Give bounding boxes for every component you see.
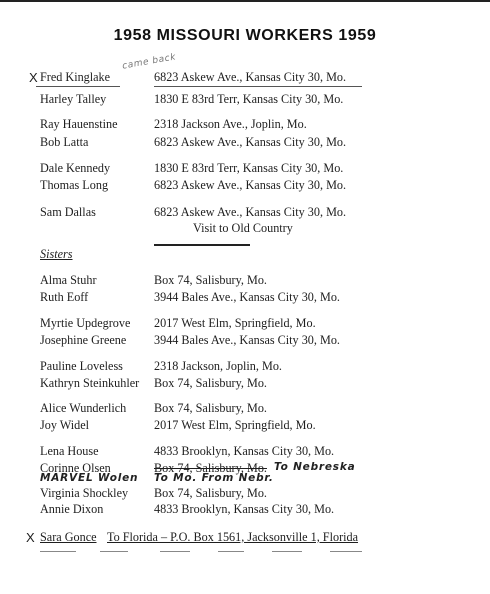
worker-name: Sara Gonce <box>40 530 97 544</box>
worker-name: Myrtie Updegrove <box>40 316 131 330</box>
worker-address: 2318 Jackson, Joplin, Mo. <box>154 359 282 373</box>
worker-name: Joy Widel <box>40 418 90 432</box>
worker-name: Corinne Olsen <box>40 461 111 475</box>
address-underline <box>154 86 362 87</box>
list-item <box>0 333 490 349</box>
worker-address: 6823 Askew Ave., Kansas City 30, Mo. <box>154 178 347 192</box>
worker-address: 2318 Jackson Ave., Joplin, Mo. <box>154 117 307 131</box>
list-item <box>0 486 490 502</box>
list-item <box>0 444 490 460</box>
check-mark: X <box>29 70 38 85</box>
section-heading: Sisters <box>40 247 73 261</box>
list-item <box>0 135 490 151</box>
worker-address: 6823 Askew Ave., Kansas City 30, Mo. <box>154 70 347 84</box>
worker-address: 3944 Bales Ave., Kansas City 30, Mo. <box>154 333 340 347</box>
list-item <box>0 530 490 546</box>
list-item <box>0 290 490 306</box>
list-item <box>0 92 490 108</box>
divider <box>160 551 190 552</box>
divider <box>330 551 362 552</box>
divider <box>100 551 128 552</box>
worker-address: Box 74, Salisbury, Mo. <box>154 401 267 415</box>
divider <box>40 551 76 552</box>
list-item <box>0 205 490 221</box>
worker-name: Alice Wunderlich <box>40 401 127 415</box>
list-item <box>0 359 490 375</box>
section-divider <box>154 244 250 246</box>
worker-address: 1830 E 83rd Terr, Kansas City 30, Mo. <box>154 92 344 106</box>
worker-address: To Florida – P.O. Box 1561, Jacksonville 1, Florida <box>107 530 359 544</box>
worker-name: Dale Kennedy <box>40 161 111 175</box>
check-mark: X <box>26 530 35 545</box>
worker-name: Fred Kinglake <box>40 70 111 84</box>
worker-name: Harley Talley <box>40 92 107 106</box>
worker-address: 2017 West Elm, Springfield, Mo. <box>154 418 316 432</box>
travel-note: Visit to Old Country <box>193 221 293 235</box>
worker-name: Alma Stuhr <box>40 273 97 287</box>
worker-address: 1830 E 83rd Terr, Kansas City 30, Mo. <box>154 161 344 175</box>
name-underline <box>36 86 120 87</box>
page-title: 1958 MISSOURI WORKERS 1959 <box>113 27 377 44</box>
list-item <box>0 178 490 194</box>
top-border <box>0 0 490 2</box>
worker-name: Thomas Long <box>40 178 109 192</box>
worker-name: Ray Hauenstine <box>40 117 118 131</box>
handwritten-note: To Nebreska <box>274 461 356 473</box>
worker-address: 4833 Brooklyn, Kansas City 30, Mo. <box>154 444 335 458</box>
handwritten-note: To Mo. From Nebr. <box>154 472 274 484</box>
list-item <box>0 418 490 434</box>
divider <box>218 551 244 552</box>
list-item <box>0 401 490 417</box>
divider <box>272 551 302 552</box>
worker-address: 2017 West Elm, Springfield, Mo. <box>154 316 316 330</box>
handwritten-note: came back <box>121 52 177 72</box>
handwritten-name: MARVEL Wolen <box>40 472 139 484</box>
worker-name: Ruth Eoff <box>40 290 89 304</box>
worker-address: Box 74, Salisbury, Mo. <box>154 461 267 475</box>
worker-name: Bob Latta <box>40 135 89 149</box>
worker-name: Virginia Shockley <box>40 486 129 500</box>
list-item <box>0 70 490 86</box>
worker-name: Pauline Loveless <box>40 359 123 373</box>
list-item <box>0 502 490 518</box>
worker-address: 3944 Bales Ave., Kansas City 30, Mo. <box>154 290 340 304</box>
worker-name: Lena House <box>40 444 99 458</box>
worker-name: Sam Dallas <box>40 205 96 219</box>
worker-name: Annie Dixon <box>40 502 104 516</box>
list-item <box>0 376 490 392</box>
worker-name: Kathryn Steinkuhler <box>40 376 140 390</box>
worker-address: Box 74, Salisbury, Mo. <box>154 486 267 500</box>
list-item <box>0 273 490 289</box>
worker-address: Box 74, Salisbury, Mo. <box>154 376 267 390</box>
worker-address: 6823 Askew Ave., Kansas City 30, Mo. <box>154 135 347 149</box>
worker-name: Josephine Greene <box>40 333 127 347</box>
worker-address: 4833 Brooklyn, Kansas City 30, Mo. <box>154 502 335 516</box>
worker-address: Box 74, Salisbury, Mo. <box>154 273 267 287</box>
list-item-note <box>0 221 490 237</box>
worker-address: 6823 Askew Ave., Kansas City 30, Mo. <box>154 205 347 219</box>
list-item <box>0 161 490 177</box>
list-item <box>0 316 490 332</box>
list-item <box>0 117 490 133</box>
